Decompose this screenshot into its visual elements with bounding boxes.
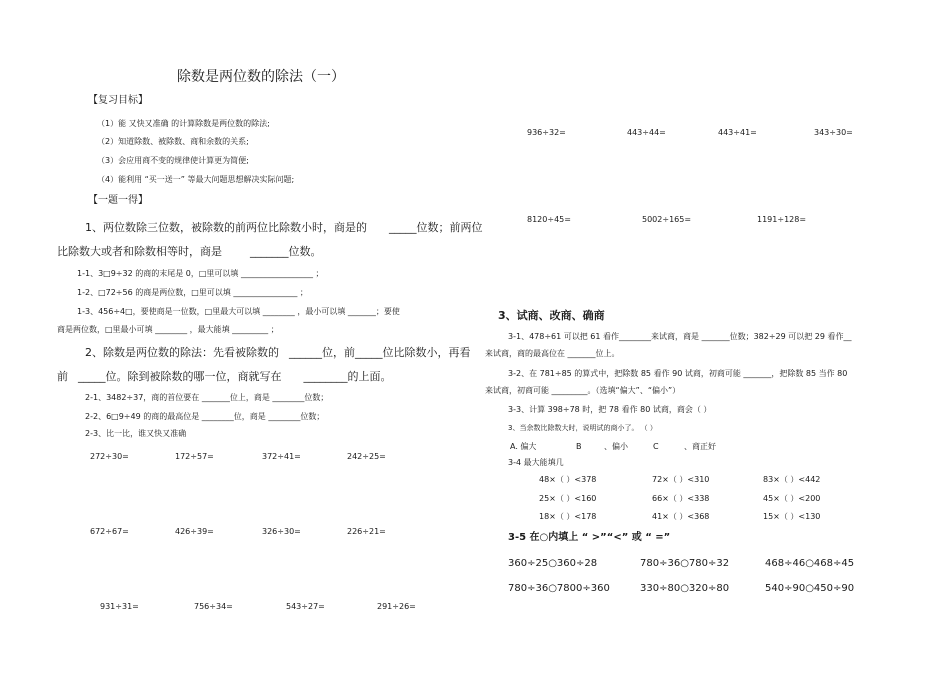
q2-text: 2、除数是两位数的除法：先看被除数的	[85, 346, 279, 359]
q1-text: 比除数大或者和除数相等时，商是	[57, 245, 222, 258]
q1-sub: 商是两位数，□里最小可填 ________ ，最大能填 _________ ；	[57, 325, 279, 334]
exercise-item: 172÷57=	[175, 452, 214, 461]
q2-line1	[85, 347, 471, 358]
exercise-item: 8120÷45=	[527, 215, 571, 224]
q1-text: 位数；前两位	[416, 221, 483, 234]
compare-item: 540÷90○450÷90	[765, 583, 855, 594]
fill-item: 41×（ ）<368	[652, 512, 710, 521]
exercise-item: 443÷44=	[627, 128, 666, 137]
q1-line1	[85, 222, 483, 233]
q1-text: 1、两位数除三位数，被除数的前两位比除数小时，商是的	[85, 221, 367, 234]
q2-text: 的上面。	[347, 370, 392, 383]
fill-item: 72×（ ）<310	[652, 475, 710, 484]
q2-text: 位，前	[322, 346, 355, 359]
q3-option: B	[576, 442, 582, 451]
q1-sub: 1-3、456÷4□，要使商是一位数，□里最大可以填 ________ ，最小可以填 _______；要使	[77, 307, 400, 316]
fill-item: 18×（ ）<178	[539, 512, 597, 521]
section-heading: 【一题一得】	[88, 195, 148, 206]
q3-sub: 来试商，初商可能 _________。（选填“偏大”、“偏小”）	[485, 386, 681, 395]
fill-item: 48×（ ）<378	[539, 475, 597, 484]
compare-item: 468÷46○468÷45	[765, 558, 855, 569]
q1-blank: _____	[389, 221, 417, 234]
q3-option: 、商正好	[684, 442, 716, 451]
q2-text: 位。除到被除数的哪一位，商就写在	[105, 370, 282, 383]
q3-sub: 来试商，商的最高位在 _______位上。	[485, 349, 620, 358]
exercise-item: 5002÷165=	[642, 215, 692, 224]
q2-line2	[57, 371, 392, 382]
exercise-item: 931÷31=	[100, 602, 139, 611]
review-item: （1）能 又快又准确 的计算除数是两位数的除法;	[97, 119, 270, 128]
exercise-item: 756÷34=	[194, 602, 233, 611]
q3-sub: 3-1、478÷61 可以把 61 看作________来试商，商是 _______位数；382÷29 可以把 29 看作__	[508, 332, 852, 341]
exercise-item: 372÷41=	[262, 452, 301, 461]
q1-sub: 1-1、3□9÷32 的商的末尾是 0，□里可以填 __________________ ；	[77, 269, 324, 278]
exercise-item: 226÷21=	[347, 527, 386, 536]
compare-item: 780÷36○7800÷360	[508, 583, 610, 594]
q3-sub: 3、当余数比除数大时，说明试的商小了。 （ ）	[508, 424, 657, 432]
exercise-item: 326÷30=	[262, 527, 301, 536]
exercise-item: 242÷25=	[347, 452, 386, 461]
q2-text: 前	[57, 370, 68, 383]
q3-heading: 3、试商、改商、确商	[498, 309, 605, 322]
q3-option: A. 偏大	[510, 442, 537, 451]
q2-sub: 2-3、比一比，谁又快又准确	[85, 429, 187, 438]
q2-text: 位比除数小，再看	[382, 346, 471, 359]
exercise-item: 672÷67=	[90, 527, 129, 536]
exercise-item: 343÷30=	[814, 128, 853, 137]
q3-option: C	[653, 442, 659, 451]
q3-option: 、偏小	[604, 442, 628, 451]
exercise-item: 291÷26=	[377, 602, 416, 611]
fill-item: 25×（ ）<160	[539, 494, 597, 503]
compare-heading: 3-5 在○内填上 “ >”“<” 或 “ =”	[508, 532, 671, 543]
fill-item: 45×（ ）<200	[763, 494, 821, 503]
review-item: （2）知道除数、被除数、商和余数的关系;	[97, 137, 249, 146]
q3-sub: 3-2、在 781÷85 的算式中，把除数 85 看作 90 试商，初商可能 _______，把除数 85 当作 80	[508, 369, 848, 378]
compare-item: 330÷80○320÷80	[640, 583, 730, 594]
exercise-item: 426÷39=	[175, 527, 214, 536]
review-heading: 【复习目标】	[88, 95, 148, 106]
exercise-item: 1191÷128=	[757, 215, 807, 224]
q1-sub: 1-2、□72÷56 的商是两位数，□里可以填 ________________ ；	[77, 288, 308, 297]
q1-text: 位数。	[288, 245, 322, 258]
q1-blank: _______	[250, 245, 289, 258]
review-item: （4）能利用 “买一送一” 等最大问题思想解决实际问题;	[97, 175, 295, 184]
fill-item: 15×（ ）<130	[763, 512, 821, 521]
q2-sub: 2-1、3482÷37，商的首位要在 _______位上，商是 ________位数；	[85, 393, 329, 402]
exercise-item: 443÷41=	[718, 128, 757, 137]
q3-sub: 3-4 最大能填几	[508, 458, 564, 467]
q2-blank: _____	[355, 346, 383, 359]
exercise-item: 272÷30=	[90, 452, 129, 461]
fill-item: 66×（ ）<338	[652, 494, 710, 503]
q2-blank: ______	[289, 346, 322, 359]
compare-item: 780÷36○780÷32	[640, 558, 730, 569]
review-item: （3）会应用商不变的规律使计算更为简便;	[97, 156, 249, 165]
exercise-item: 936÷32=	[527, 128, 566, 137]
q1-line2	[57, 246, 322, 257]
page-title: 除数是两位数的除法（一）	[177, 69, 345, 85]
q2-sub: 2-2、6□9÷49 的商的最高位是 ________位，商是 ________位数；	[85, 412, 325, 421]
q3-sub: 3-3、计算 398÷78 时，把 78 看作 80 试商，商会（ ）	[508, 405, 712, 414]
q2-blank: ________	[303, 370, 348, 383]
compare-item: 360÷25○360÷28	[508, 558, 598, 569]
exercise-item: 543÷27=	[286, 602, 325, 611]
q2-blank: _____	[78, 370, 106, 383]
fill-item: 83×（ ）<442	[763, 475, 821, 484]
